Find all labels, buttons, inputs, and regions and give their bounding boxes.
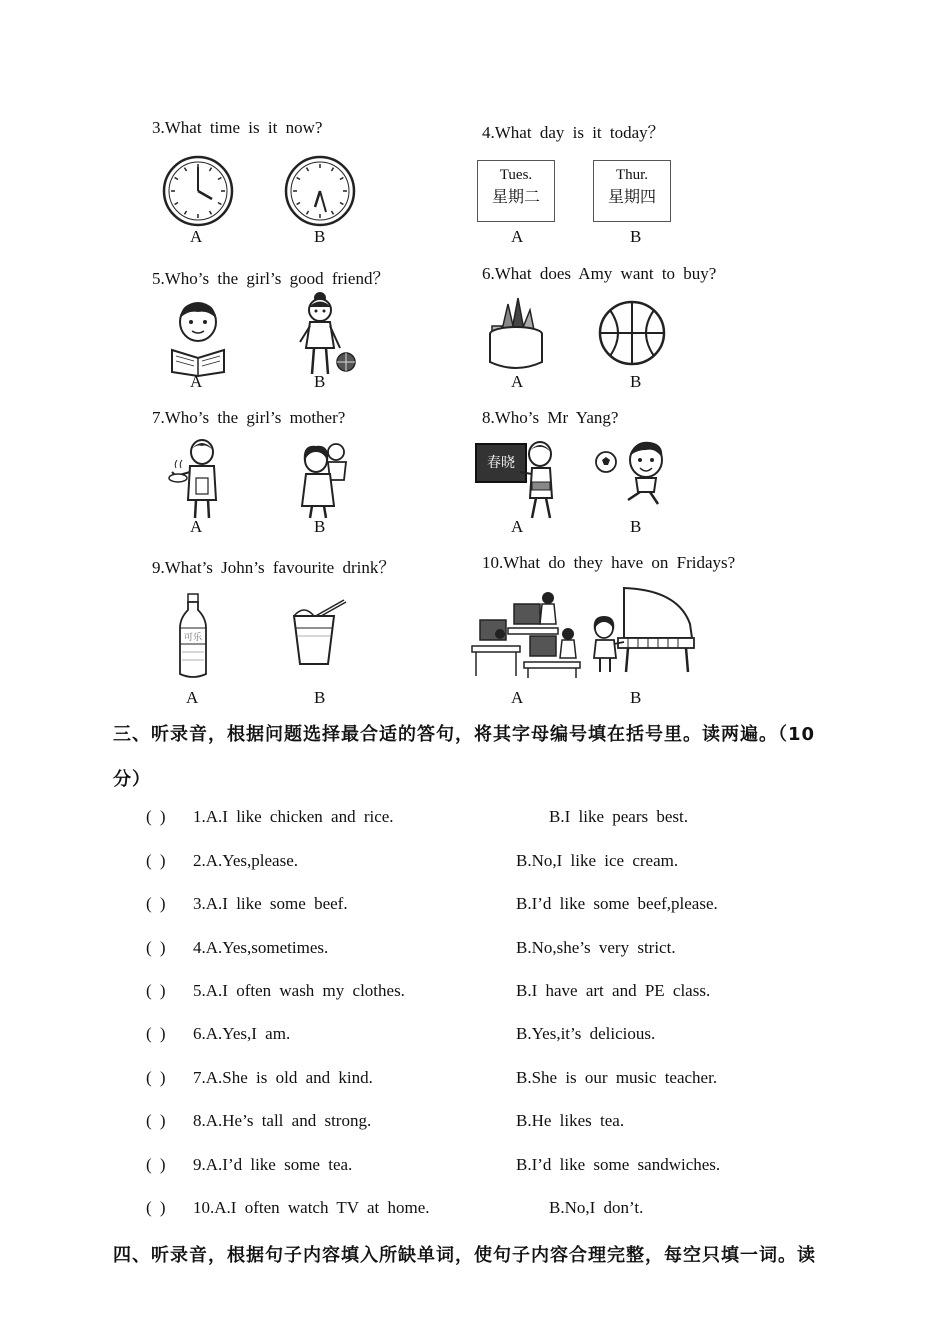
item-8-option-b: B.He likes tea. bbox=[516, 1111, 625, 1130]
option-b-label: B bbox=[314, 227, 326, 246]
answer-paren[interactable]: ( ) bbox=[146, 938, 166, 957]
item-8-option-a: 8.A.He’s tall and strong. bbox=[193, 1111, 372, 1130]
boy-soccer-icon bbox=[594, 440, 672, 506]
day-card-a-english: Tues. bbox=[499, 167, 533, 183]
girl-piano-icon bbox=[588, 586, 696, 674]
day-card-b bbox=[593, 160, 671, 222]
blackboard-text: 春晓 bbox=[487, 455, 515, 471]
question-4-text: 4.What day is it today？ bbox=[482, 123, 665, 142]
answer-paren[interactable]: ( ) bbox=[146, 1111, 166, 1130]
mother-hugging-child-icon bbox=[294, 440, 352, 520]
option-a-label: A bbox=[190, 372, 203, 391]
question-8-text: 8.Who’s Mr Yang? bbox=[482, 408, 619, 427]
question-7-text: 7.Who’s the girl’s mother? bbox=[152, 408, 346, 427]
day-card-a bbox=[477, 160, 555, 222]
day-card-b-chinese: 星期四 bbox=[607, 187, 656, 206]
answer-paren[interactable]: ( ) bbox=[146, 851, 166, 870]
pencil-holder-icon bbox=[486, 296, 546, 372]
juice-glass-icon bbox=[288, 598, 350, 668]
item-1-option-b: B.I like pears best. bbox=[549, 807, 688, 826]
item-9-option-b: B.I’d like some sandwiches. bbox=[516, 1155, 721, 1174]
section-3-heading: 三、听录音，根据问题选择最合适的答句，将其字母编号填在括号里。读两遍。（10 bbox=[113, 724, 816, 745]
item-3-option-a: 3.A.I like some beef. bbox=[193, 894, 348, 913]
clock-icon-a bbox=[162, 155, 234, 227]
option-b-label: B bbox=[314, 688, 326, 707]
basketball-icon bbox=[598, 300, 666, 366]
option-a-label: A bbox=[190, 227, 203, 246]
item-5-option-b: B.I have art and PE class. bbox=[516, 981, 711, 1000]
teacher-blackboard-icon bbox=[474, 440, 566, 520]
option-b-label: B bbox=[314, 372, 326, 391]
answer-paren[interactable]: ( ) bbox=[146, 1155, 166, 1174]
item-6-option-b: B.Yes,it’s delicious. bbox=[516, 1024, 656, 1043]
clock-icon-b bbox=[284, 155, 356, 227]
option-b-label: B bbox=[630, 227, 642, 246]
woman-cooking-icon bbox=[168, 438, 228, 520]
section-3-heading-continued: 分） bbox=[113, 769, 151, 790]
item-7-option-a: 7.A.She is old and kind. bbox=[193, 1068, 373, 1087]
item-2-option-a: 2.A.Yes,please. bbox=[193, 851, 298, 870]
option-a-label: A bbox=[511, 517, 524, 536]
boy-reading-icon bbox=[168, 300, 228, 376]
answer-paren[interactable]: ( ) bbox=[146, 1198, 166, 1217]
option-b-label: B bbox=[314, 517, 326, 536]
cola-bottle-icon bbox=[176, 592, 210, 680]
section-4-heading: 四、听录音，根据句子内容填入所缺单词，使句子内容合理完整，每空只填一词。读 bbox=[113, 1245, 816, 1266]
day-card-a-chinese: 星期二 bbox=[491, 187, 540, 206]
option-b-label: B bbox=[630, 372, 642, 391]
item-1-option-a: 1.A.I like chicken and rice. bbox=[193, 807, 394, 826]
item-3-option-b: B.I’d like some beef,please. bbox=[516, 894, 718, 913]
question-10-text: 10.What do they have on Fridays? bbox=[482, 553, 736, 572]
item-6-option-a: 6.A.Yes,I am. bbox=[193, 1024, 291, 1043]
answer-paren[interactable]: ( ) bbox=[146, 981, 166, 1000]
day-card-b-english: Thur. bbox=[615, 167, 649, 183]
option-b-label: B bbox=[630, 517, 642, 536]
computer-class-icon bbox=[470, 590, 586, 678]
answer-paren[interactable]: ( ) bbox=[146, 807, 166, 826]
item-7-option-b: B.She is our music teacher. bbox=[516, 1068, 718, 1087]
bottle-label-text: 可乐 bbox=[183, 633, 203, 643]
item-10-option-b: B.No,I don’t. bbox=[549, 1198, 644, 1217]
answer-paren[interactable]: ( ) bbox=[146, 1068, 166, 1087]
girl-basketball-icon bbox=[296, 290, 358, 378]
option-a-label: A bbox=[511, 372, 524, 391]
question-5-text: 5.Who’s the girl’s good friend？ bbox=[152, 269, 390, 288]
option-a-label: A bbox=[511, 227, 524, 246]
answer-paren[interactable]: ( ) bbox=[146, 1024, 166, 1043]
option-b-label: B bbox=[630, 688, 642, 707]
item-9-option-a: 9.A.I’d like some tea. bbox=[193, 1155, 353, 1174]
option-a-label: A bbox=[186, 688, 199, 707]
option-a-label: A bbox=[511, 688, 524, 707]
item-2-option-b: B.No,I like ice cream. bbox=[516, 851, 679, 870]
answer-paren[interactable]: ( ) bbox=[146, 894, 166, 913]
item-10-option-a: 10.A.I often watch TV at home. bbox=[193, 1198, 430, 1217]
option-a-label: A bbox=[190, 517, 203, 536]
question-6-text: 6.What does Amy want to buy? bbox=[482, 264, 717, 283]
question-9-text: 9.What’s John’s favourite drink？ bbox=[152, 558, 396, 577]
item-4-option-b: B.No,she’s very strict. bbox=[516, 938, 676, 957]
item-5-option-a: 5.A.I often wash my clothes. bbox=[193, 981, 405, 1000]
question-3-text: 3.What time is it now? bbox=[152, 118, 323, 137]
item-4-option-a: 4.A.Yes,sometimes. bbox=[193, 938, 329, 957]
